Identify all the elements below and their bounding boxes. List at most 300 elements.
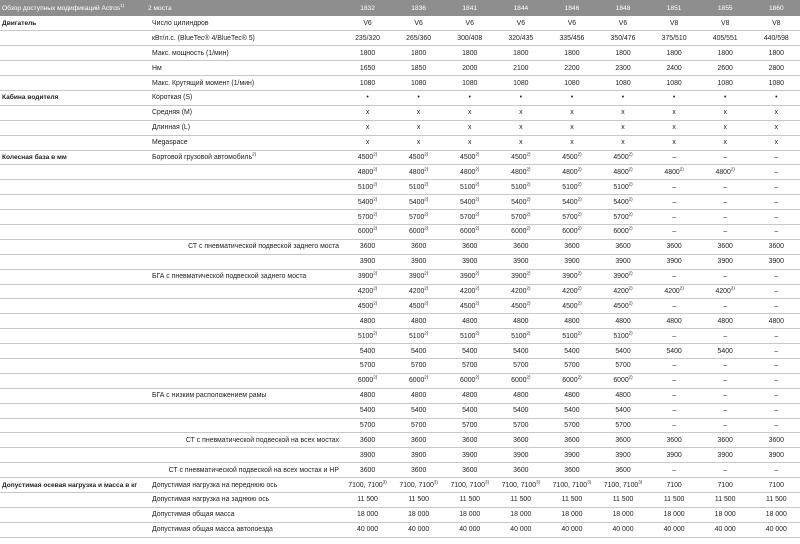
value-cell: 5100$^{2)}$ bbox=[444, 329, 495, 344]
table-row bbox=[0, 388, 800, 403]
value-cell: – bbox=[700, 210, 751, 225]
value-cell: x bbox=[342, 120, 393, 135]
value-cell: 3600 bbox=[700, 433, 751, 448]
row-label bbox=[146, 165, 342, 180]
table-row bbox=[0, 16, 800, 31]
value-cell: 18 000 bbox=[393, 507, 444, 522]
value-cell: 5100$^{2)}$ bbox=[342, 180, 393, 195]
value-cell: – bbox=[649, 269, 700, 284]
value-cell: – bbox=[700, 403, 751, 418]
value-cell: 4200$^{2)}$ bbox=[444, 284, 495, 299]
table-row bbox=[0, 358, 800, 373]
value-cell: – bbox=[751, 329, 800, 344]
row-label: СТ с пневматической подвеской на всех мостах bbox=[146, 433, 342, 448]
value-cell: x bbox=[546, 135, 597, 150]
value-cell: x bbox=[751, 105, 800, 120]
row-label: Нм bbox=[146, 61, 342, 76]
value-cell: 6000$^{2)}$ bbox=[495, 224, 546, 239]
value-cell: 7100, 7100$^{3)}$ bbox=[342, 478, 393, 493]
value-cell: 3900 bbox=[649, 254, 700, 269]
value-cell: 1800 bbox=[700, 46, 751, 61]
section-label bbox=[0, 195, 146, 210]
value-cell: 1080 bbox=[751, 76, 800, 91]
value-cell: 4800$^{2)}$ bbox=[649, 165, 700, 180]
value-cell: – bbox=[649, 388, 700, 403]
value-cell: 3900 bbox=[546, 448, 597, 463]
value-cell: 5400 bbox=[597, 403, 648, 418]
section-label bbox=[0, 388, 146, 403]
value-cell: 5100$^{2)}$ bbox=[597, 329, 648, 344]
row-label: Megaspace bbox=[146, 135, 342, 150]
model-header: 1855 bbox=[717, 4, 733, 12]
value-cell: x bbox=[444, 135, 495, 150]
value-cell: – bbox=[700, 195, 751, 210]
value-cell: – bbox=[649, 403, 700, 418]
value-cell: – bbox=[649, 418, 700, 433]
value-cell: 5700 bbox=[597, 418, 648, 433]
value-cell: 3900$^{2)}$ bbox=[393, 269, 444, 284]
value-cell: 4200$^{2)}$ bbox=[342, 284, 393, 299]
value-cell: 5400$^{2)}$ bbox=[546, 195, 597, 210]
value-cell: 4800 bbox=[597, 314, 648, 329]
table-row bbox=[0, 76, 800, 91]
section-label bbox=[0, 358, 146, 373]
value-cell: 6000$^{2)}$ bbox=[597, 373, 648, 388]
value-cell: 4800 bbox=[700, 314, 751, 329]
row-label: кВт/л.с. (BlueTec® 4/BlueTec® 5) bbox=[146, 31, 342, 46]
value-cell: 1800 bbox=[342, 46, 393, 61]
value-cell: 7100, 7100$^{3)}$ bbox=[444, 478, 495, 493]
model-header: 1836 bbox=[411, 4, 426, 12]
value-cell: 4800 bbox=[342, 388, 393, 403]
value-cell: 3900 bbox=[546, 254, 597, 269]
value-cell: 4500$^{2)}$ bbox=[597, 150, 648, 165]
value-cell: 3900$^{2)}$ bbox=[444, 269, 495, 284]
value-cell: 3600 bbox=[495, 463, 546, 478]
value-cell: 11 500 bbox=[546, 493, 597, 508]
table-row bbox=[0, 418, 800, 433]
value-cell: 4800 bbox=[393, 314, 444, 329]
value-cell: 3900 bbox=[649, 448, 700, 463]
value-cell: • bbox=[342, 90, 393, 105]
value-cell: – bbox=[700, 329, 751, 344]
value-cell: 1080 bbox=[444, 76, 495, 91]
value-cell: 5100$^{2)}$ bbox=[546, 329, 597, 344]
value-cell: 5400$^{2)}$ bbox=[597, 195, 648, 210]
value-cell: 5400 bbox=[546, 403, 597, 418]
value-cell: – bbox=[649, 150, 700, 165]
value-cell: 5700 bbox=[342, 418, 393, 433]
value-cell: V8 bbox=[700, 16, 751, 31]
row-label bbox=[146, 448, 342, 463]
value-cell: 1800 bbox=[393, 46, 444, 61]
value-cell: 5700$^{2)}$ bbox=[495, 210, 546, 225]
table-row bbox=[0, 299, 800, 314]
model-header: 1851 bbox=[666, 4, 682, 12]
value-cell: V6 bbox=[444, 16, 495, 31]
row-label: Допустимая общая масса bbox=[146, 507, 342, 522]
value-cell: V6 bbox=[597, 16, 648, 31]
value-cell: 4500$^{2)}$ bbox=[393, 299, 444, 314]
value-cell: • bbox=[444, 90, 495, 105]
value-cell: 1080 bbox=[597, 76, 648, 91]
row-label: Бортовой грузовой автомобиль$^{2)}$ bbox=[146, 150, 342, 165]
value-cell: 5400 bbox=[393, 403, 444, 418]
table-row bbox=[0, 522, 800, 537]
row-label bbox=[146, 180, 342, 195]
specs-body bbox=[0, 16, 800, 537]
value-cell: 4800 bbox=[546, 314, 597, 329]
value-cell: 18 000 bbox=[649, 507, 700, 522]
value-cell: – bbox=[751, 403, 800, 418]
value-cell: 11 500 bbox=[649, 493, 700, 508]
value-cell: 11 500 bbox=[342, 493, 393, 508]
value-cell: 18 000 bbox=[597, 507, 648, 522]
value-cell: 2300 bbox=[597, 61, 648, 76]
value-cell: 3600 bbox=[444, 463, 495, 478]
value-cell: 6000$^{2)}$ bbox=[444, 224, 495, 239]
value-cell: 4800 bbox=[444, 314, 495, 329]
value-cell: 5700$^{2)}$ bbox=[546, 210, 597, 225]
model-header: 1848 bbox=[615, 4, 631, 12]
value-cell: 4800 bbox=[597, 388, 648, 403]
table-row bbox=[0, 120, 800, 135]
value-cell: V6 bbox=[546, 16, 597, 31]
value-cell: 1080 bbox=[649, 76, 700, 91]
table-row bbox=[0, 150, 800, 165]
model-header: 1844 bbox=[513, 4, 529, 12]
value-cell: – bbox=[751, 224, 800, 239]
row-label bbox=[146, 373, 342, 388]
value-cell: 4800 bbox=[342, 314, 393, 329]
value-cell: 5700 bbox=[546, 418, 597, 433]
value-cell: 5100$^{2)}$ bbox=[597, 180, 648, 195]
value-cell: – bbox=[751, 284, 800, 299]
value-cell: 5400 bbox=[342, 403, 393, 418]
value-cell: – bbox=[751, 180, 800, 195]
value-cell: 5700$^{2)}$ bbox=[444, 210, 495, 225]
value-cell: 4800$^{2)}$ bbox=[495, 165, 546, 180]
value-cell: 3600 bbox=[546, 433, 597, 448]
row-label: Макс. Крутящий момент (1/мин) bbox=[146, 76, 342, 91]
table-row bbox=[0, 433, 800, 448]
value-cell: – bbox=[649, 224, 700, 239]
table-row bbox=[0, 478, 800, 493]
value-cell: • bbox=[495, 90, 546, 105]
value-cell: 6000$^{2)}$ bbox=[342, 224, 393, 239]
value-cell: 4800$^{2)}$ bbox=[546, 165, 597, 180]
value-cell: 4500$^{2)}$ bbox=[495, 299, 546, 314]
value-cell: 4500$^{2)}$ bbox=[546, 150, 597, 165]
section-label bbox=[0, 180, 146, 195]
table-row bbox=[0, 180, 800, 195]
value-cell: 4500$^{2)}$ bbox=[546, 299, 597, 314]
value-cell: 3600 bbox=[751, 239, 800, 254]
value-cell: 4800 bbox=[495, 388, 546, 403]
value-cell: x bbox=[700, 105, 751, 120]
value-cell: 4500$^{2)}$ bbox=[444, 299, 495, 314]
value-cell: 5400$^{2)}$ bbox=[393, 195, 444, 210]
value-cell: 5700 bbox=[546, 358, 597, 373]
value-cell: 5400 bbox=[597, 344, 648, 359]
value-cell: – bbox=[751, 358, 800, 373]
value-cell: 11 500 bbox=[700, 493, 751, 508]
value-cell: 1800 bbox=[751, 46, 800, 61]
value-cell: 4500$^{2)}$ bbox=[393, 150, 444, 165]
value-cell: 4500$^{2)}$ bbox=[597, 299, 648, 314]
value-cell: 40 000 bbox=[751, 522, 800, 537]
value-cell: 6000$^{2)}$ bbox=[495, 373, 546, 388]
value-cell: 320/435 bbox=[495, 31, 546, 46]
value-cell: 3900 bbox=[495, 254, 546, 269]
value-cell: 5100$^{2)}$ bbox=[393, 329, 444, 344]
value-cell: x bbox=[597, 135, 648, 150]
value-cell: 5400 bbox=[444, 403, 495, 418]
value-cell: – bbox=[751, 150, 800, 165]
row-label: Длинная (L) bbox=[146, 120, 342, 135]
value-cell: – bbox=[649, 180, 700, 195]
value-cell: – bbox=[751, 269, 800, 284]
value-cell: x bbox=[597, 105, 648, 120]
value-cell: 4800$^{2)}$ bbox=[342, 165, 393, 180]
value-cell: x bbox=[393, 105, 444, 120]
value-cell: 265/360 bbox=[393, 31, 444, 46]
row-label bbox=[146, 358, 342, 373]
section-label bbox=[0, 61, 146, 76]
value-cell: 4800 bbox=[444, 388, 495, 403]
value-cell: x bbox=[342, 105, 393, 120]
table-row bbox=[0, 269, 800, 284]
section-label bbox=[0, 224, 146, 239]
value-cell: 6000$^{2)}$ bbox=[342, 373, 393, 388]
row-label: БГА с пневматической подвеской заднего моста bbox=[146, 269, 342, 284]
value-cell: 440/598 bbox=[751, 31, 800, 46]
value-cell: 3900 bbox=[597, 254, 648, 269]
value-cell: 5100$^{2)}$ bbox=[495, 180, 546, 195]
row-label bbox=[146, 224, 342, 239]
value-cell: 3600 bbox=[444, 433, 495, 448]
value-cell: 5700 bbox=[342, 358, 393, 373]
value-cell: 5100$^{2)}$ bbox=[495, 329, 546, 344]
section-label bbox=[0, 105, 146, 120]
value-cell: 335/456 bbox=[546, 31, 597, 46]
value-cell: 1800 bbox=[444, 46, 495, 61]
table-title: Обзор доступных модификаций Actros$^{1)}$ bbox=[2, 2, 125, 12]
row-label bbox=[146, 299, 342, 314]
table-row bbox=[0, 46, 800, 61]
value-cell: – bbox=[751, 344, 800, 359]
value-cell: 4800 bbox=[649, 314, 700, 329]
section-label bbox=[0, 522, 146, 537]
value-cell: – bbox=[700, 224, 751, 239]
value-cell: 3900 bbox=[700, 448, 751, 463]
value-cell: 3900 bbox=[700, 254, 751, 269]
value-cell: x bbox=[393, 120, 444, 135]
table-row bbox=[0, 195, 800, 210]
model-header: 1841 bbox=[462, 4, 478, 12]
value-cell: 3900$^{2)}$ bbox=[597, 269, 648, 284]
value-cell: – bbox=[700, 358, 751, 373]
value-cell: – bbox=[751, 195, 800, 210]
value-cell: 4800 bbox=[546, 388, 597, 403]
value-cell: x bbox=[700, 135, 751, 150]
value-cell: 3900 bbox=[444, 254, 495, 269]
value-cell: – bbox=[700, 463, 751, 478]
value-cell: 5400 bbox=[342, 344, 393, 359]
value-cell: 3600 bbox=[546, 463, 597, 478]
row-label bbox=[146, 418, 342, 433]
value-cell: 4200$^{2)}$ bbox=[649, 284, 700, 299]
table-row bbox=[0, 165, 800, 180]
value-cell: 3900 bbox=[393, 448, 444, 463]
table-row bbox=[0, 239, 800, 254]
value-cell: 40 000 bbox=[700, 522, 751, 537]
table-row bbox=[0, 284, 800, 299]
value-cell: – bbox=[751, 299, 800, 314]
section-label bbox=[0, 493, 146, 508]
value-cell: 7100, 7100$^{3)}$ bbox=[546, 478, 597, 493]
value-cell: 3600 bbox=[342, 463, 393, 478]
table-row bbox=[0, 105, 800, 120]
value-cell: 5400 bbox=[546, 344, 597, 359]
value-cell: 3900 bbox=[751, 254, 800, 269]
value-cell: x bbox=[444, 105, 495, 120]
model-header: 1832 bbox=[360, 4, 375, 12]
table-row bbox=[0, 463, 800, 478]
value-cell: 5700 bbox=[444, 418, 495, 433]
row-label: Допустимая нагрузка на переднюю ось bbox=[146, 478, 342, 493]
value-cell: 5700$^{2)}$ bbox=[342, 210, 393, 225]
value-cell: V6 bbox=[342, 16, 393, 31]
value-cell: x bbox=[649, 135, 700, 150]
value-cell: x bbox=[546, 120, 597, 135]
section-label bbox=[0, 165, 146, 180]
section-label bbox=[0, 120, 146, 135]
model-header: 1846 bbox=[564, 4, 580, 12]
value-cell: – bbox=[751, 210, 800, 225]
section-label: Кабина водителя bbox=[0, 90, 146, 105]
section-label bbox=[0, 239, 146, 254]
row-label bbox=[146, 314, 342, 329]
value-cell: 11 500 bbox=[393, 493, 444, 508]
value-cell: – bbox=[751, 418, 800, 433]
row-label: Допустимая общая масса автопоезда bbox=[146, 522, 342, 537]
value-cell: 5400 bbox=[700, 344, 751, 359]
value-cell: – bbox=[700, 180, 751, 195]
value-cell: 7100 bbox=[751, 478, 800, 493]
value-cell: 3900 bbox=[751, 448, 800, 463]
value-cell: 3900$^{2)}$ bbox=[546, 269, 597, 284]
value-cell: – bbox=[700, 418, 751, 433]
value-cell: – bbox=[700, 373, 751, 388]
value-cell: 4500$^{2)}$ bbox=[342, 150, 393, 165]
table-row bbox=[0, 448, 800, 463]
value-cell: 3600 bbox=[393, 463, 444, 478]
value-cell: 405/551 bbox=[700, 31, 751, 46]
value-cell: 5100$^{2)}$ bbox=[444, 180, 495, 195]
value-cell: 3900 bbox=[342, 448, 393, 463]
value-cell: – bbox=[649, 299, 700, 314]
value-cell: x bbox=[649, 105, 700, 120]
section-label bbox=[0, 507, 146, 522]
value-cell: 4800$^{2)}$ bbox=[700, 165, 751, 180]
section-label: Допустимая осевая нагрузка и масса в кг bbox=[0, 478, 146, 493]
section-label: Двигатель bbox=[0, 16, 146, 31]
value-cell: – bbox=[751, 165, 800, 180]
value-cell: – bbox=[649, 463, 700, 478]
value-cell: • bbox=[700, 90, 751, 105]
value-cell: 3600 bbox=[649, 239, 700, 254]
value-cell: 40 000 bbox=[444, 522, 495, 537]
value-cell: 7100, 7100$^{3)}$ bbox=[495, 478, 546, 493]
value-cell: – bbox=[700, 150, 751, 165]
section-label bbox=[0, 254, 146, 269]
value-cell: 18 000 bbox=[495, 507, 546, 522]
value-cell: 18 000 bbox=[546, 507, 597, 522]
value-cell: x bbox=[751, 120, 800, 135]
value-cell: – bbox=[751, 463, 800, 478]
value-cell: • bbox=[751, 90, 800, 105]
value-cell: – bbox=[649, 358, 700, 373]
row-label: Короткая (S) bbox=[146, 90, 342, 105]
section-label bbox=[0, 284, 146, 299]
value-cell: V8 bbox=[649, 16, 700, 31]
section-label bbox=[0, 299, 146, 314]
value-cell: 5100$^{2)}$ bbox=[393, 180, 444, 195]
value-cell: 11 500 bbox=[444, 493, 495, 508]
table-row bbox=[0, 90, 800, 105]
value-cell: 1800 bbox=[649, 46, 700, 61]
row-label bbox=[146, 195, 342, 210]
value-cell: 2400 bbox=[649, 61, 700, 76]
value-cell: – bbox=[649, 195, 700, 210]
value-cell: – bbox=[751, 373, 800, 388]
value-cell: 5700 bbox=[444, 358, 495, 373]
table-row bbox=[0, 31, 800, 46]
value-cell: 300/408 bbox=[444, 31, 495, 46]
section-label bbox=[0, 76, 146, 91]
value-cell: 3900$^{2)}$ bbox=[342, 269, 393, 284]
value-cell: 4800$^{2)}$ bbox=[444, 165, 495, 180]
value-cell: 4200$^{2)}$ bbox=[495, 284, 546, 299]
value-cell: 7100 bbox=[649, 478, 700, 493]
value-cell: 11 500 bbox=[597, 493, 648, 508]
value-cell: 3900$^{2)}$ bbox=[495, 269, 546, 284]
value-cell: 1800 bbox=[495, 46, 546, 61]
table-row bbox=[0, 224, 800, 239]
value-cell: 3600 bbox=[393, 433, 444, 448]
value-cell: 5100$^{2)}$ bbox=[342, 329, 393, 344]
value-cell: x bbox=[342, 135, 393, 150]
value-cell: 2200 bbox=[546, 61, 597, 76]
section-label bbox=[0, 135, 146, 150]
row-label bbox=[146, 329, 342, 344]
value-cell: 4800$^{2)}$ bbox=[597, 165, 648, 180]
value-cell: 40 000 bbox=[495, 522, 546, 537]
row-label: Допустимая нагрузка на заднюю ось bbox=[146, 493, 342, 508]
value-cell: 5400$^{2)}$ bbox=[342, 195, 393, 210]
value-cell: 3600 bbox=[342, 433, 393, 448]
value-cell: 375/510 bbox=[649, 31, 700, 46]
value-cell: 1080 bbox=[546, 76, 597, 91]
value-cell: 7100, 7100$^{3)}$ bbox=[393, 478, 444, 493]
table-row bbox=[0, 210, 800, 225]
table-row bbox=[0, 61, 800, 76]
table-row bbox=[0, 314, 800, 329]
value-cell: 1080 bbox=[495, 76, 546, 91]
value-cell: 3900 bbox=[393, 254, 444, 269]
model-header: 1860 bbox=[768, 4, 784, 12]
